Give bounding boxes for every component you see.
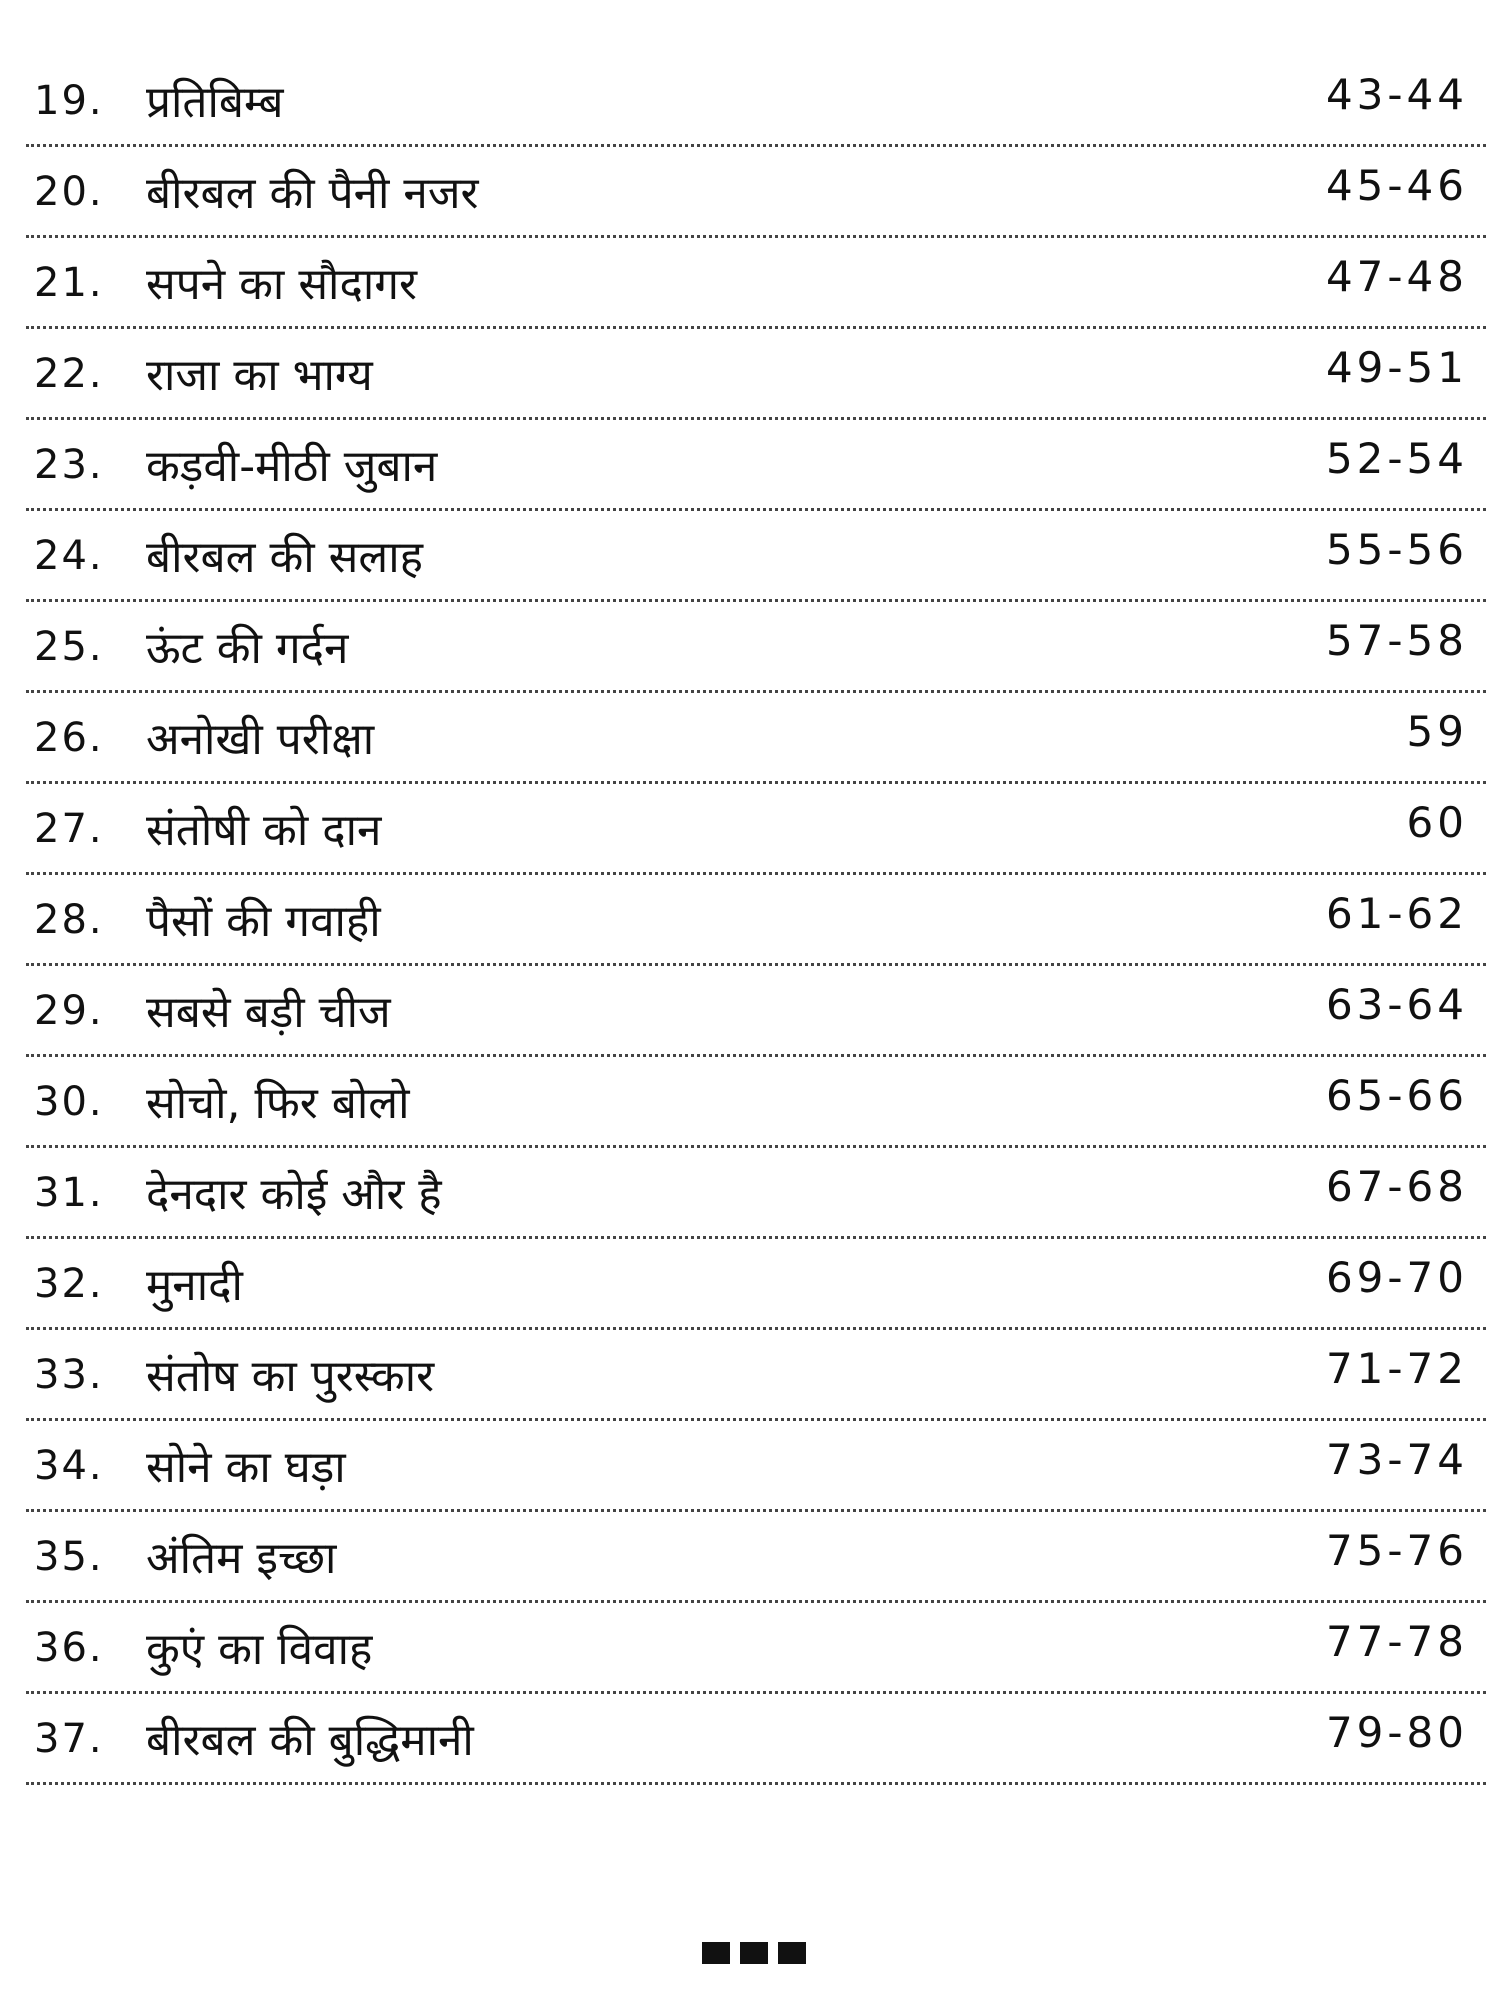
toc-entry [26, 966, 1486, 1057]
toc-entry [26, 1239, 1486, 1330]
entry-number: 28. [34, 897, 104, 943]
table-of-contents [26, 56, 1486, 1785]
entry-pages: 71-72 [1325, 1344, 1468, 1393]
entry-number: 20. [34, 169, 104, 215]
entry-number: 27. [34, 806, 104, 852]
entry-number: 23. [34, 442, 104, 488]
entry-pages: 65-66 [1325, 1071, 1468, 1120]
entry-pages: 57-58 [1325, 616, 1468, 665]
square-icon [778, 1942, 806, 1964]
entry-pages: 69-70 [1325, 1253, 1468, 1302]
entry-title: मुनादी [146, 1260, 243, 1311]
entry-pages: 73-74 [1325, 1435, 1468, 1484]
entry-title: सोचो, फिर बोलो [146, 1078, 410, 1129]
entry-number: 37. [34, 1716, 104, 1762]
entry-number: 33. [34, 1352, 104, 1398]
entry-pages: 47-48 [1325, 252, 1468, 301]
entry-number: 31. [34, 1170, 104, 1216]
entry-title: सबसे बड़ी चीज [146, 987, 391, 1038]
toc-entry [26, 1057, 1486, 1148]
toc-entry [26, 329, 1486, 420]
entry-pages: 59 [1406, 707, 1468, 756]
entry-title: संतोष का पुरस्कार [146, 1351, 435, 1402]
entry-number: 30. [34, 1079, 104, 1125]
entry-pages: 75-76 [1325, 1526, 1468, 1575]
entry-title: अनोखी परीक्षा [146, 714, 375, 765]
square-icon [702, 1942, 730, 1964]
entry-pages: 60 [1406, 798, 1468, 847]
entry-number: 35. [34, 1534, 104, 1580]
entry-pages: 67-68 [1325, 1162, 1468, 1211]
toc-entry [26, 693, 1486, 784]
entry-title: बीरबल की बुद्धिमानी [146, 1715, 474, 1766]
entry-number: 24. [34, 533, 104, 579]
entry-title: संतोषी को दान [146, 805, 382, 856]
toc-entry [26, 1603, 1486, 1694]
entry-pages: 61-62 [1325, 889, 1468, 938]
entry-title: ऊंट की गर्दन [146, 623, 349, 674]
entry-title: बीरबल की सलाह [146, 532, 423, 583]
entry-pages: 79-80 [1325, 1708, 1468, 1757]
entry-number: 32. [34, 1261, 104, 1307]
entry-title: सोने का घड़ा [146, 1442, 346, 1493]
end-of-section-icon [702, 1942, 806, 1964]
entry-number: 36. [34, 1625, 104, 1671]
toc-entry [26, 420, 1486, 511]
toc-entry [26, 875, 1486, 966]
entry-title: राजा का भाग्य [146, 350, 373, 401]
square-icon [740, 1942, 768, 1964]
entry-title: अंतिम इच्छा [146, 1533, 337, 1584]
entry-pages: 52-54 [1325, 434, 1468, 483]
entry-number: 21. [34, 260, 104, 306]
toc-entry [26, 784, 1486, 875]
entry-number: 29. [34, 988, 104, 1034]
entry-pages: 77-78 [1325, 1617, 1468, 1666]
toc-entry [26, 238, 1486, 329]
entry-number: 34. [34, 1443, 104, 1489]
entry-pages: 45-46 [1325, 161, 1468, 210]
entry-title: पैसों की गवाही [146, 896, 381, 947]
entry-number: 25. [34, 624, 104, 670]
toc-entry [26, 1694, 1486, 1785]
toc-entry [26, 56, 1486, 147]
entry-pages: 55-56 [1325, 525, 1468, 574]
entry-number: 26. [34, 715, 104, 761]
entry-pages: 63-64 [1325, 980, 1468, 1029]
entry-title: देनदार कोई और है [146, 1169, 442, 1220]
entry-number: 22. [34, 351, 104, 397]
entry-title: प्रतिबिम्ब [146, 77, 284, 128]
toc-entry [26, 1330, 1486, 1421]
entry-title: बीरबल की पैनी नजर [146, 168, 479, 219]
toc-entry [26, 1512, 1486, 1603]
entry-pages: 49-51 [1325, 343, 1468, 392]
entry-pages: 43-44 [1325, 70, 1468, 119]
toc-entry [26, 147, 1486, 238]
entry-title: सपने का सौदागर [146, 259, 417, 310]
entry-title: कुएं का विवाह [146, 1624, 373, 1675]
toc-entry [26, 511, 1486, 602]
toc-entry [26, 1148, 1486, 1239]
entry-number: 19. [34, 78, 104, 124]
entry-title: कड़वी-मीठी जुबान [146, 441, 438, 492]
toc-entry [26, 602, 1486, 693]
toc-entry [26, 1421, 1486, 1512]
